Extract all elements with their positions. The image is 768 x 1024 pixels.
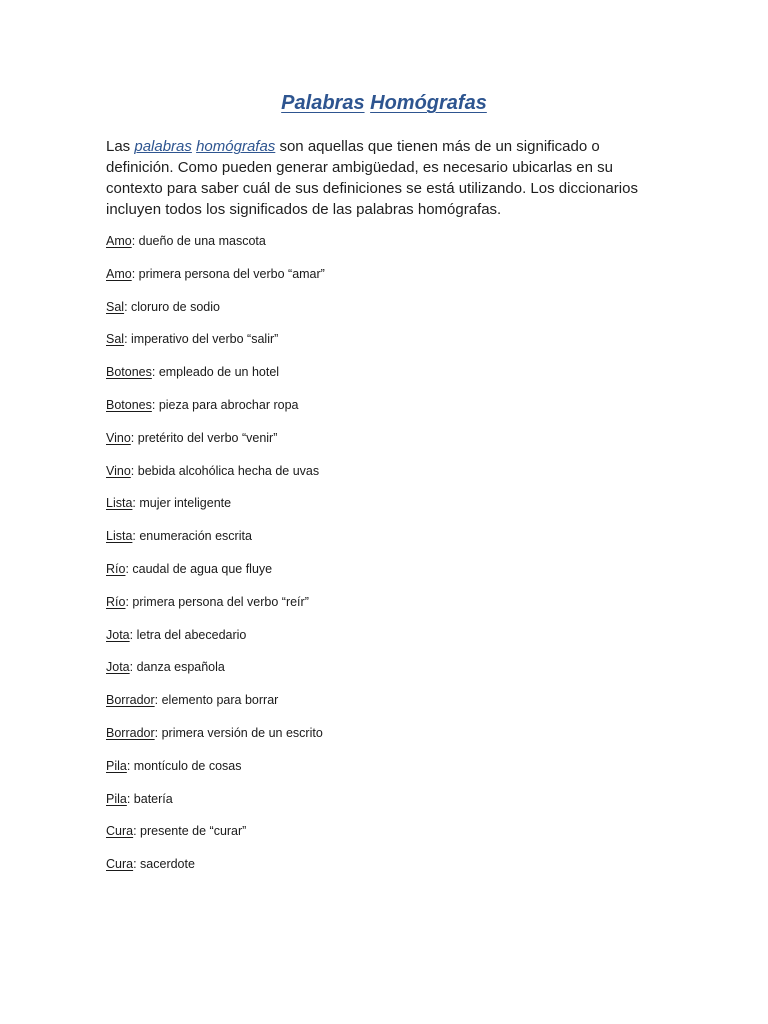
definition-item [106, 463, 666, 496]
definition-meaning: : presente de “curar” [133, 824, 247, 839]
definition-meaning: : caudal de agua que fluye [125, 561, 273, 576]
definition-meaning: : empleado de un hotel [151, 365, 280, 380]
definition-meaning: : dueño de una mascota [131, 234, 266, 248]
definition-item [106, 430, 666, 463]
page-title [0, 92, 768, 115]
definition-term: Cura [106, 857, 134, 872]
definition-meaning: : bebida alcohólica hecha de uvas [130, 463, 320, 478]
definition-item [106, 627, 666, 660]
definition-item [106, 299, 666, 332]
definition-item [106, 758, 666, 791]
definition-meaning: : primera persona del verbo “amar” [131, 266, 325, 281]
definition-item [106, 692, 666, 725]
definition-term: Cura [106, 824, 134, 839]
definition-item [106, 266, 666, 299]
definition-meaning: : sacerdote [133, 857, 195, 872]
definition-term: Amo [106, 234, 132, 248]
definition-term: Lista [106, 496, 133, 511]
definition-item [106, 528, 666, 561]
definition-term: Vino [106, 430, 131, 445]
definition-item [106, 233, 666, 266]
definition-meaning: : letra del abecedario [129, 627, 247, 642]
definition-meaning: : mujer inteligente [132, 496, 232, 511]
definition-term: Jota [106, 660, 130, 675]
definition-item [106, 561, 666, 594]
definition-term: Pila [106, 791, 127, 806]
definition-meaning: : primera persona del verbo “reír” [125, 594, 309, 609]
intro-prefix: Las [106, 138, 131, 155]
intro-highlight-1: palabras [134, 138, 192, 155]
intro-text: son aquellas que tienen más de un significado o definición. Como pueden generar ambigüedad, es necesario ubicarlas en su contexto para saber cuál de sus definiciones se está utilizando. Los diccionarios incluyen todos los significados de las palabras homógrafas. [106, 138, 638, 218]
definition-item [106, 331, 666, 364]
definition-item [106, 791, 666, 824]
definitions-list [106, 233, 666, 889]
definition-item [106, 495, 666, 528]
definition-term: Borrador [106, 725, 155, 740]
intro-highlight-2: homógrafas [196, 138, 276, 155]
title-word-2: Homógrafas [370, 92, 487, 114]
definition-meaning: : danza española [129, 660, 225, 675]
definition-term: Jota [106, 627, 130, 642]
definition-term: Botones [106, 365, 152, 380]
definition-meaning: : pretérito del verbo “venir” [130, 430, 278, 445]
definition-item [106, 659, 666, 692]
definition-meaning: : batería [126, 791, 173, 806]
definition-item [106, 725, 666, 758]
definition-term: Río [106, 594, 126, 609]
definition-meaning: : imperativo del verbo “salir” [124, 332, 279, 347]
definition-term: Amo [106, 266, 132, 281]
definition-meaning: : cloruro de sodio [124, 299, 220, 314]
definition-term: Río [106, 561, 126, 576]
definition-meaning: : elemento para borrar [154, 693, 279, 708]
definition-meaning: : montículo de cosas [126, 758, 242, 773]
definition-term: Vino [106, 463, 131, 478]
definition-term: Borrador [106, 693, 155, 708]
definition-item [106, 364, 666, 397]
definition-item [106, 856, 666, 889]
definition-meaning: : pieza para abrochar ropa [151, 397, 299, 412]
definition-term: Sal [106, 299, 125, 314]
definition-meaning: : primera versión de un escrito [154, 725, 323, 740]
title-word-1: Palabras [281, 92, 365, 114]
definition-meaning: : enumeración escrita [132, 529, 252, 544]
definition-item [106, 397, 666, 430]
definition-term: Botones [106, 397, 152, 412]
definition-term: Pila [106, 758, 127, 773]
definition-item [106, 594, 666, 627]
definition-term: Lista [106, 529, 133, 544]
definition-term: Sal [106, 332, 125, 347]
intro-paragraph [106, 136, 666, 220]
definition-item [106, 823, 666, 856]
